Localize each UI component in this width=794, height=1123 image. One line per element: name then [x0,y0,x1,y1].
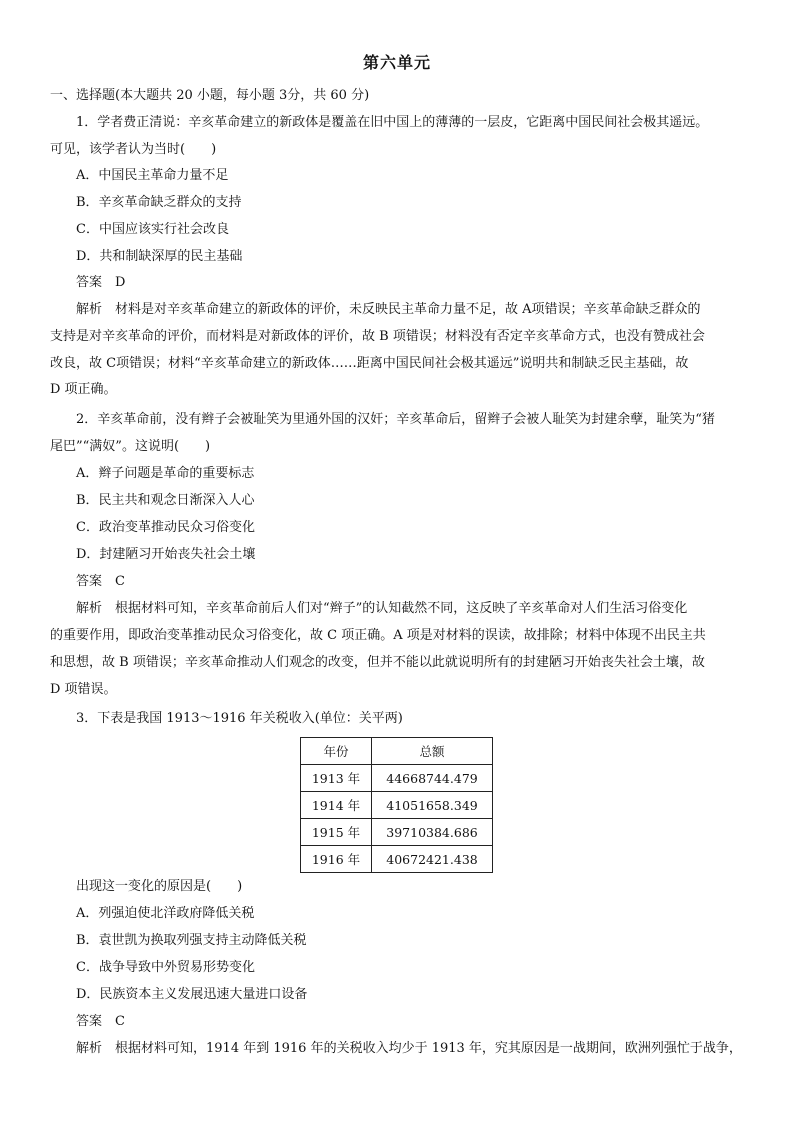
table-cell-year: 1913 年 [301,765,372,792]
table-row [301,819,493,846]
customs-revenue-table [300,737,493,873]
q1-analysis-line4: D 项正确。 [50,382,117,397]
q1-analysis-line2: 支持是对辛亥革命的评价，而材料是对新政体的评价，故 B 项错误；材料没有否定辛亥革命方式，也没有赞成社会 [50,329,705,344]
q3-stem: 3．下表是我国 1913～1916 年关税收入(单位：关平两) [76,711,403,726]
q3-option-a: A．列强迫使北洋政府降低关税 [76,906,255,921]
q3-question: 出现这一变化的原因是( ) [76,879,243,894]
q1-option-d: D．共和制缺深厚的民主基础 [76,249,243,264]
q3-option-c: C．战争导致中外贸易形势变化 [76,960,255,975]
q1-option-c: C．中国应该实行社会改良 [76,222,229,237]
q2-stem-line2: 尾巴”“满奴”。这说明( ) [50,439,211,454]
table-row [301,792,493,819]
q2-option-a: A．辫子问题是革命的重要标志 [76,466,255,481]
q2-analysis-line1: 解析 根据材料可知，辛亥革命前后人们对“辫子”的认知截然不同，这反映了辛亥革命对人们生活习俗变化 [76,601,688,616]
table-cell-total: 41051658.349 [372,792,493,819]
q2-option-b: B．民主共和观念日渐深入人心 [76,493,255,508]
q1-stem-line2: 可见，该学者认为当时( ) [50,142,217,157]
q1-option-b: B．辛亥革命缺乏群众的支持 [76,195,242,210]
q1-answer: 答案 D [76,275,126,290]
q3-option-b: B．袁世凯为换取列强支持主动降低关税 [76,933,307,948]
table-cell-year: 1915 年 [301,819,372,846]
q2-stem-line1: 2．辛亥革命前，没有辫子会被耻笑为里通外国的汉奸；辛亥革命后，留辫子会被人耻笑为封建余孽，耻笑为“猪 [76,412,715,427]
table-cell-year: 1914 年 [301,792,372,819]
q2-analysis-line4: D 项错误。 [50,682,117,697]
q1-option-a: A．中国民主革命力量不足 [76,168,229,183]
q2-option-d: D．封建陋习开始丧失社会土壤 [76,547,256,562]
q3-answer: 答案 C [76,1014,125,1029]
table-cell-total: 39710384.686 [372,819,493,846]
q2-option-c: C．政治变革推动民众习俗变化 [76,520,255,535]
q1-analysis-line3: 改良，故 C项错误；材料“辛亥革命建立的新政体……距离中国民间社会极其遥远”说明共和制缺乏民主基础，故 [50,356,689,371]
table-row [301,846,493,873]
table-cell-year: 1916 年 [301,846,372,873]
page-title: 第六单元 [362,53,431,72]
q1-analysis-line1: 解析 材料是对辛亥革命建立的新政体的评价，未反映民主革命力量不足，故 A项错误；辛亥革命缺乏群众的 [76,302,701,317]
q2-analysis-line2: 的重要作用，即政治变革推动民众习俗变化，故 C 项正确。A 项是对材料的误读，故排除；材料中体现不出民主共 [50,628,706,643]
table-header-year: 年份 [301,738,372,765]
q2-analysis-line3: 和思想，故 B 项错误；辛亥革命推动人们观念的改变，但并不能以此就说明所有的封建陋习开始丧失社会土壤，故 [50,655,705,670]
q2-answer: 答案 C [76,574,125,589]
table-cell-total: 40672421.438 [372,846,493,873]
table-header-row [301,738,493,765]
q1-stem-line1: 1．学者费正清说：辛亥革命建立的新政体是覆盖在旧中国上的薄薄的一层皮，它距离中国民间社会极其遥远。 [76,115,709,130]
q3-option-d: D．民族资本主义发展迅速大量进口设备 [76,987,308,1002]
table-cell-total: 44668744.479 [372,765,493,792]
q3-analysis-line1: 解析 根据材料可知，1914 年到 1916 年的关税收入均少于 1913 年，究其原因是一战期间，欧洲列强忙于战争， [76,1041,742,1056]
table-row [301,765,493,792]
table-header-total: 总额 [372,738,493,765]
section-heading: 一、选择题(本大题共 20 小题，每小题 3分，共 60 分) [50,88,370,103]
